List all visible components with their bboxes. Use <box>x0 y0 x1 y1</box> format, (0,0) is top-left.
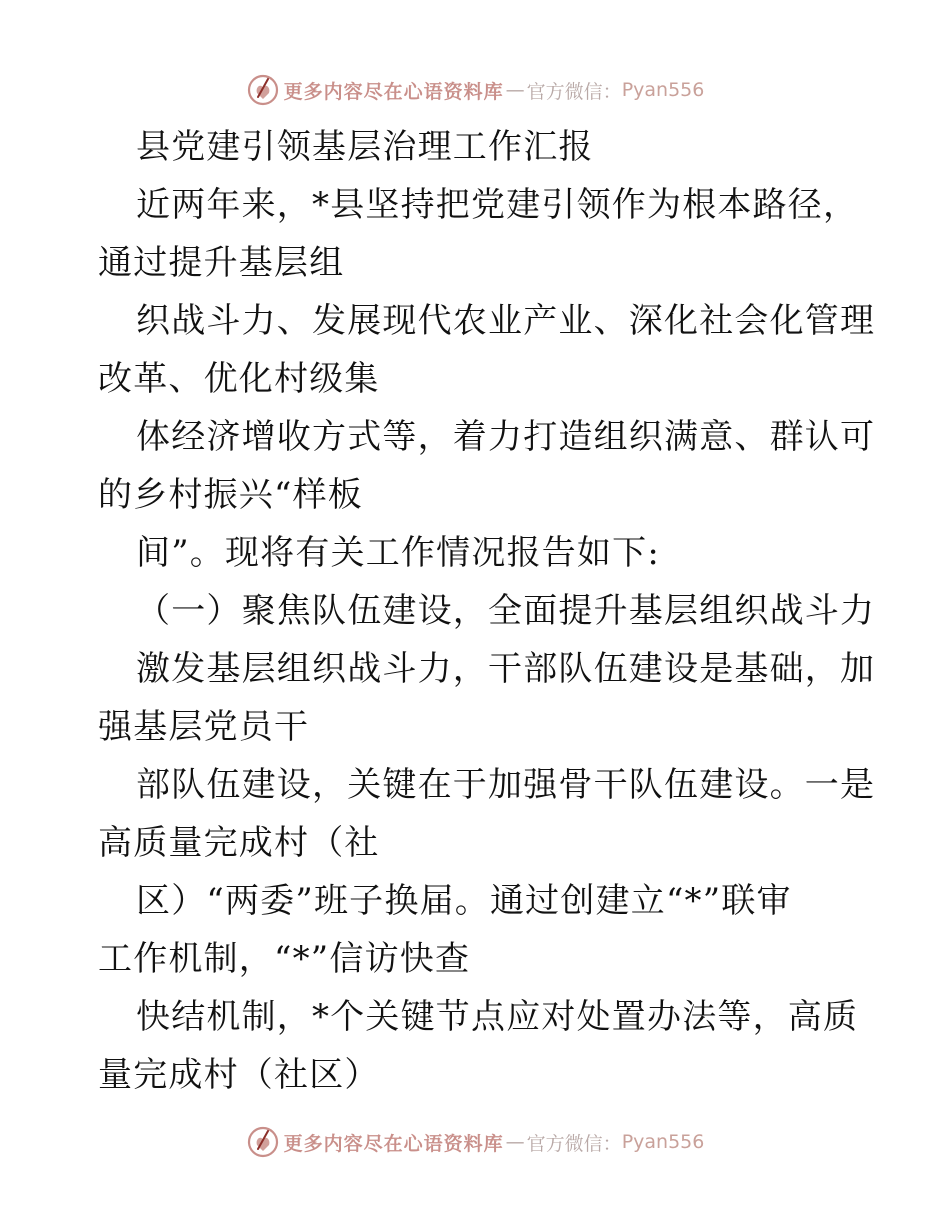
watermark-official-label: 官方微信： <box>526 80 622 103</box>
quill-heart-logo-icon <box>246 1125 280 1159</box>
watermark-wechat-id: Pyan556 <box>621 79 705 101</box>
text-line: 织战斗力、发展现代农业产业、深化社会化管理 <box>136 301 876 341</box>
text-line: 部队伍建设，关键在于加强骨干队伍建设。一是 <box>136 765 876 805</box>
text-line: 间”。现将有关工作情况报告如下: <box>136 533 661 573</box>
text-line: 量完成村（社区） <box>98 1055 380 1095</box>
text-line: 快结机制，*个关键节点应对处置办法等，高质 <box>136 997 859 1037</box>
quill-heart-logo-icon <box>246 73 280 107</box>
text-line: 通过提升基层组 <box>98 243 345 283</box>
watermark-brand: 更多内容尽在心语资料库 <box>283 1132 504 1155</box>
text-line: 近两年来，*县坚持把党建引领作为根本路径， <box>136 185 859 225</box>
text-line: 体经济增收方式等，着力打造组织满意、群认可 <box>136 417 876 457</box>
watermark-official-label: 官方微信： <box>526 1132 622 1155</box>
text-line: 的乡村振兴“样板 <box>98 475 363 515</box>
text-line: 激发基层组织战斗力，干部队伍建设是基础，加 <box>136 649 876 689</box>
footer-watermark <box>0 1122 950 1162</box>
watermark-dash: — <box>505 1131 525 1153</box>
document-body <box>98 118 876 1104</box>
text-line: 工作机制，“*”信访快查 <box>98 939 471 979</box>
watermark-brand: 更多内容尽在心语资料库 <box>283 80 504 103</box>
text-line: 强基层党员干 <box>98 707 310 747</box>
text-line: 区）“两委”班子换届。通过创建立“*”联审 <box>136 881 792 921</box>
watermark-dash: — <box>505 79 525 101</box>
text-line: 高质量完成村（社 <box>98 823 380 863</box>
section-heading: （一）聚焦队伍建设，全面提升基层组织战斗力 <box>136 591 876 631</box>
document-title: 县党建引领基层治理工作汇报 <box>136 127 594 167</box>
watermark-wechat-id: Pyan556 <box>621 1131 705 1153</box>
header-watermark <box>0 70 950 110</box>
text-line: 改革、优化村级集 <box>98 359 380 399</box>
